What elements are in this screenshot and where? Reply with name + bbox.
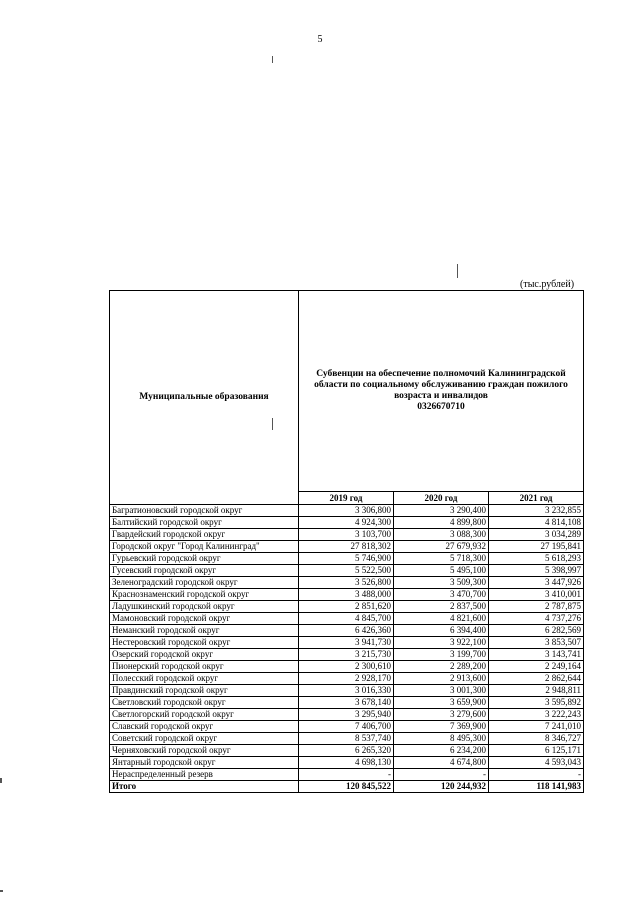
table-row (110, 505, 584, 517)
value-2019: 3 678,140 (299, 697, 394, 709)
municipality-name: Городской округ "Город Калининград" (110, 541, 299, 553)
value-2021: - (489, 769, 584, 781)
value-2021: 27 195,841 (489, 541, 584, 553)
value-2019: 7 406,700 (299, 721, 394, 733)
value-2021: 3 410,001 (489, 589, 584, 601)
municipality-name: Светловский городской округ (110, 697, 299, 709)
value-2020: 4 674,800 (394, 757, 489, 769)
table-row (110, 673, 584, 685)
value-2020: 2 913,600 (394, 673, 489, 685)
municipality-name: Нестеровский городской округ (110, 637, 299, 649)
municipality-name: Зеленоградский городской округ (110, 577, 299, 589)
municipality-name: Ладушкинский городской округ (110, 601, 299, 613)
table-row (110, 553, 584, 565)
value-2019: 3 526,800 (299, 577, 394, 589)
page-number: 5 (317, 34, 323, 45)
total-2020: 120 244,932 (394, 781, 489, 793)
value-2021: 3 143,741 (489, 649, 584, 661)
value-2020: 7 369,900 (394, 721, 489, 733)
value-2020: 5 718,300 (394, 553, 489, 565)
total-2021: 118 141,983 (489, 781, 584, 793)
municipality-name: Гвардейский городской округ (110, 529, 299, 541)
table-row (110, 745, 584, 757)
table-row (110, 613, 584, 625)
subvention-table (109, 290, 584, 793)
value-2020: 4 899,800 (394, 517, 489, 529)
subvention-code: 0326670710 (417, 402, 465, 412)
value-2020: 5 495,100 (394, 565, 489, 577)
value-2020: 3 659,900 (394, 697, 489, 709)
value-2021: 6 282,569 (489, 625, 584, 637)
value-2020: 3 470,700 (394, 589, 489, 601)
municipality-name: Правдинский городской округ (110, 685, 299, 697)
value-2019: 3 488,000 (299, 589, 394, 601)
value-2019: 4 698,130 (299, 757, 394, 769)
value-2021: 7 241,010 (489, 721, 584, 733)
table-row (110, 661, 584, 673)
value-2019: 6 265,320 (299, 745, 394, 757)
value-2021: 8 346,727 (489, 733, 584, 745)
subvention-title: Субвенции на обеспечение полномочий Калининградской области по социальному обслуживанию граждан пожилого возраста и инвалидов (314, 369, 568, 401)
value-2021: 5 618,293 (489, 553, 584, 565)
table-row (110, 757, 584, 769)
value-2020: 3 509,300 (394, 577, 489, 589)
municipality-name: Гурьевский городской округ (110, 553, 299, 565)
value-2021: 4 737,276 (489, 613, 584, 625)
municipality-column-header: Муниципальные образования (110, 291, 299, 505)
table-row (110, 697, 584, 709)
total-row (110, 781, 584, 793)
value-2021: 3 034,289 (489, 529, 584, 541)
value-2019: 2 928,170 (299, 673, 394, 685)
value-2019: 8 537,740 (299, 733, 394, 745)
value-2020: 3 001,300 (394, 685, 489, 697)
municipality-name: Полесский городской округ (110, 673, 299, 685)
value-2019: 5 746,900 (299, 553, 394, 565)
value-2021: 6 125,171 (489, 745, 584, 757)
value-2020: 3 088,300 (394, 529, 489, 541)
value-2019: 27 818,302 (299, 541, 394, 553)
table-row (110, 733, 584, 745)
scan-artifact (0, 778, 2, 783)
value-2019: 3 941,730 (299, 637, 394, 649)
value-2019: 3 016,330 (299, 685, 394, 697)
year-header-2021: 2021 год (489, 492, 584, 505)
municipality-name: Нераспределенный резерв (110, 769, 299, 781)
value-2021: 2 787,875 (489, 601, 584, 613)
value-2019: 4 845,700 (299, 613, 394, 625)
subvention-column-header (299, 291, 584, 492)
scan-artifact (272, 56, 273, 63)
municipality-name: Мамоновский городской округ (110, 613, 299, 625)
municipality-name: Озерский городской округ (110, 649, 299, 661)
value-2021: 4 593,043 (489, 757, 584, 769)
municipality-name: Неманский городской округ (110, 625, 299, 637)
value-2021: 3 595,892 (489, 697, 584, 709)
value-2019: 2 300,610 (299, 661, 394, 673)
value-2020: 4 821,600 (394, 613, 489, 625)
table-row (110, 721, 584, 733)
value-2019: 2 851,620 (299, 601, 394, 613)
value-2021: 4 814,108 (489, 517, 584, 529)
municipality-name: Краснознаменский городской округ (110, 589, 299, 601)
table-row (110, 709, 584, 721)
value-2020: 3 290,400 (394, 505, 489, 517)
value-2021: 2 862,644 (489, 673, 584, 685)
value-2019: 6 426,360 (299, 625, 394, 637)
municipality-name: Багратионовский городской округ (110, 505, 299, 517)
table-row (110, 517, 584, 529)
value-2019: - (299, 769, 394, 781)
value-2020: 6 234,200 (394, 745, 489, 757)
year-header-2019: 2019 год (299, 492, 394, 505)
municipality-name: Пионерский городской округ (110, 661, 299, 673)
table-row (110, 589, 584, 601)
municipality-name: Советский городской округ (110, 733, 299, 745)
value-2021: 3 447,926 (489, 577, 584, 589)
table-row (110, 769, 584, 781)
table-row (110, 577, 584, 589)
value-2020: 6 394,400 (394, 625, 489, 637)
table-body (110, 505, 584, 793)
table-row (110, 601, 584, 613)
table-row (110, 685, 584, 697)
table-row (110, 565, 584, 577)
value-2020: 2 837,500 (394, 601, 489, 613)
municipality-name: Гусевский городской округ (110, 565, 299, 577)
municipality-name: Славский городской округ (110, 721, 299, 733)
value-2019: 5 522,500 (299, 565, 394, 577)
value-2021: 2 948,811 (489, 685, 584, 697)
value-2021: 2 249,164 (489, 661, 584, 673)
scan-artifact (0, 890, 3, 892)
municipality-name: Черняховский городской округ (110, 745, 299, 757)
municipality-name: Янтарный городской округ (110, 757, 299, 769)
value-2020: 2 289,200 (394, 661, 489, 673)
value-2021: 3 232,855 (489, 505, 584, 517)
table-row (110, 625, 584, 637)
value-2019: 3 215,730 (299, 649, 394, 661)
value-2021: 3 222,243 (489, 709, 584, 721)
scan-artifact (457, 264, 458, 278)
table-header-row (110, 291, 584, 492)
table-row (110, 541, 584, 553)
municipality-name: Светлогорский городской округ (110, 709, 299, 721)
value-2020: 3 199,700 (394, 649, 489, 661)
table-row (110, 637, 584, 649)
value-2021: 5 398,997 (489, 565, 584, 577)
value-2021: 3 853,507 (489, 637, 584, 649)
value-2019: 3 295,940 (299, 709, 394, 721)
value-2020: 3 279,600 (394, 709, 489, 721)
total-2019: 120 845,522 (299, 781, 394, 793)
municipality-name: Балтийский городской округ (110, 517, 299, 529)
table-row (110, 649, 584, 661)
value-2019: 4 924,300 (299, 517, 394, 529)
units-label: (тыс.рублей) (520, 279, 575, 290)
value-2020: - (394, 769, 489, 781)
value-2019: 3 103,700 (299, 529, 394, 541)
value-2019: 3 306,800 (299, 505, 394, 517)
total-label: Итого (110, 781, 299, 793)
year-header-2020: 2020 год (394, 492, 489, 505)
value-2020: 27 679,932 (394, 541, 489, 553)
table-row (110, 529, 584, 541)
value-2020: 8 495,300 (394, 733, 489, 745)
value-2020: 3 922,100 (394, 637, 489, 649)
